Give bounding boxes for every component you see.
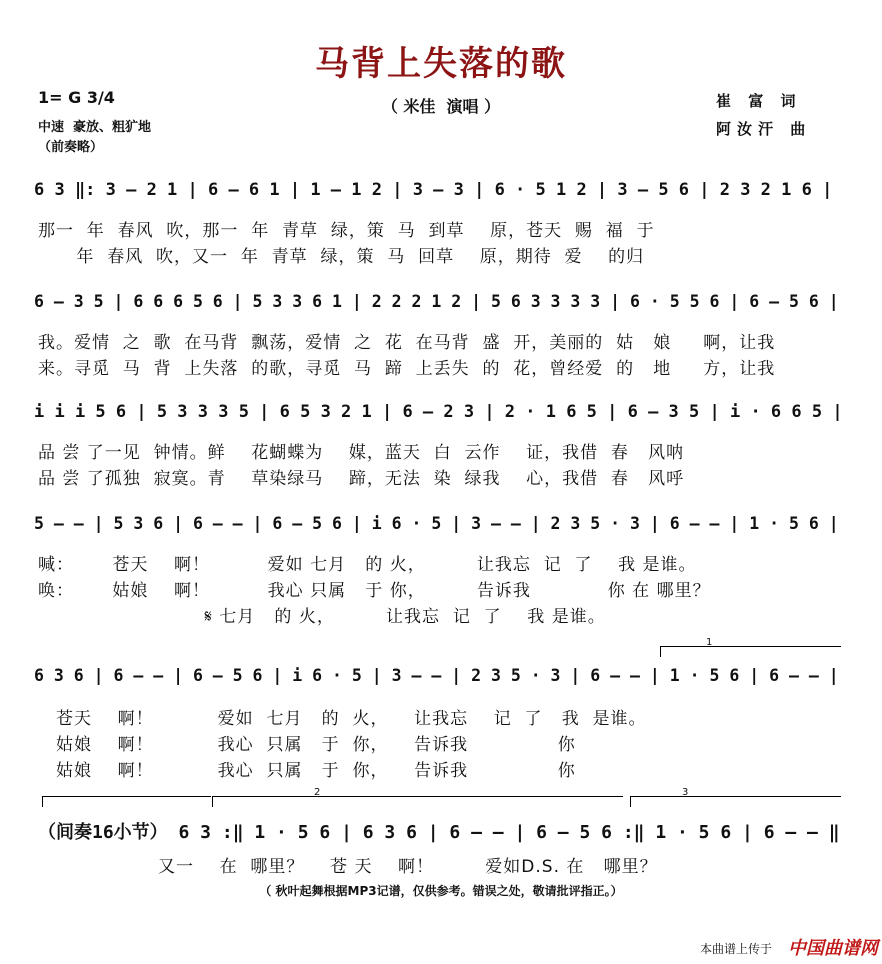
volta-bracket-0 xyxy=(42,796,211,807)
lyric-line-1a: 那一 年 春风 吹，那一 年 青草 绿，策 马 到草 原，苍天 赐 福 于 xyxy=(38,221,655,241)
lyric-line-3b: 品 尝 了孤独 寂寞。青 草染绿马 蹄，无法 染 绿我 心，我借 春 风呼 xyxy=(38,469,685,489)
notation-line-5: 6 3 6 | 6 – – | 6 – 5 6 | i 6 · 5 | 3 – – | 2 3 5 · 3 | 6 – – | 1 · 5 6 | 6 – – | xyxy=(34,666,839,685)
volta-label-3: 3 xyxy=(682,787,689,798)
performer-credit: （ 米佳 演唱 ） xyxy=(381,97,501,116)
key-signature: 1= G 3/4 xyxy=(38,88,115,107)
lyric-line-3a: 品 尝 了一见 钟情。鲜 花蝴蝶为 媒，蓝天 白 云作 证，我借 春 风呐 xyxy=(38,443,685,463)
volta-bracket-1 xyxy=(660,646,841,657)
song-title: 马背上失落的歌 xyxy=(315,44,567,84)
lyric-line-2a: 我。爱情 之 歌 在马背 飘荡，爱情 之 花 在马背 盛 开，美丽的 姑 娘 啊，让我 xyxy=(38,333,776,353)
volta-label-2: 2 xyxy=(314,787,321,798)
lyric-line-4a: 喊： 苍天 啊！ 爱如 七月 的 火， 让我忘 记 了 我 是谁。 xyxy=(38,555,697,575)
volta-bracket-3 xyxy=(630,796,841,807)
site-logo: 中国曲谱网 xyxy=(788,938,878,959)
lyric-line-5c: 姑娘 啊！ 我心 只属 于 你， 告诉我 你 xyxy=(56,761,576,781)
volta-bracket-2 xyxy=(212,796,623,807)
tempo-marking: 中速 豪放、粗犷地 xyxy=(38,120,152,135)
lyric-line-1b: 年 春风 吹，又一 年 青草 绿，策 马 回草 原，期待 爱 的归 xyxy=(38,247,645,267)
lyric-line-5a: 苍天 啊！ 爱如 七月 的 火， 让我忘 记 了 我 是谁。 xyxy=(56,709,647,729)
lyric-line-5b: 姑娘 啊！ 我心 只属 于 你， 告诉我 你 xyxy=(56,735,576,755)
lyric-line-4c: 𝄋 七月 的 火， 让我忘 记 了 我 是谁。 xyxy=(38,607,606,627)
lyric-line-2b: 来。寻觅 马 背 上失落 的歌，寻觅 马 蹄 上丢失 的 花，曾经爱 的 地 方，让我 xyxy=(38,359,776,379)
notation-line-4: 5 – – | 5 3 6 | 6 – – | 6 – 5 6 | i 6 · 5 | 3 – – | 2 3 5 · 3 | 6 – – | 1 · 5 6 | xyxy=(34,514,839,533)
lyricist-credit: 崔 富 词 xyxy=(716,92,802,110)
notation-line-6: （间奏16小节） 6 3 :‖ 1 · 5 6 | 6 3 6 | 6 – – | 6 – 5 6 :‖ 1 · 5 6 | 6 – – ‖ xyxy=(38,822,840,843)
prelude-note: （前奏略） xyxy=(38,140,104,155)
composer-credit: 阿汝汗 曲 xyxy=(716,120,812,138)
notation-line-2: 6 – 3 5 | 6 6 6 5 6 | 5 3 3 6 1 | 2 2 2 1 2 | 5 6 3 3 3 3 | 6 · 5 5 6 | 6 – 5 6 | xyxy=(34,292,839,311)
volta-label-1: 1 xyxy=(706,637,713,648)
upload-note: 本曲谱上传于 xyxy=(700,942,773,956)
transcription-note: （ 秋叶起舞根据MP3记谱，仅供参考。错误之处，敬请批评指正。） xyxy=(259,884,623,898)
notation-line-3: i i i 5 6 | 5 3 3 3 5 | 6 5 3 2 1 | 6 – 2 3 | 2 · 1 6 5 | 6 – 3 5 | i · 6 6 5 | xyxy=(34,402,843,422)
lyric-line-6a: 又一 在 哪里？ 苍 天 啊！ 爱如D.S. 在 哪里？ xyxy=(158,857,658,877)
notation-line-1: 6 3 ‖: 3 – 2 1 | 6 – 6 1 | 1 – 1 2 | 3 – 3 | 6 · 5 1 2 | 3 – 5 6 | 2 3 2 1 6 | xyxy=(34,180,833,200)
lyric-line-4b: 唤： 姑娘 啊！ 我心 只属 于 你， 告诉我 你 在 哪里？ xyxy=(38,581,711,601)
